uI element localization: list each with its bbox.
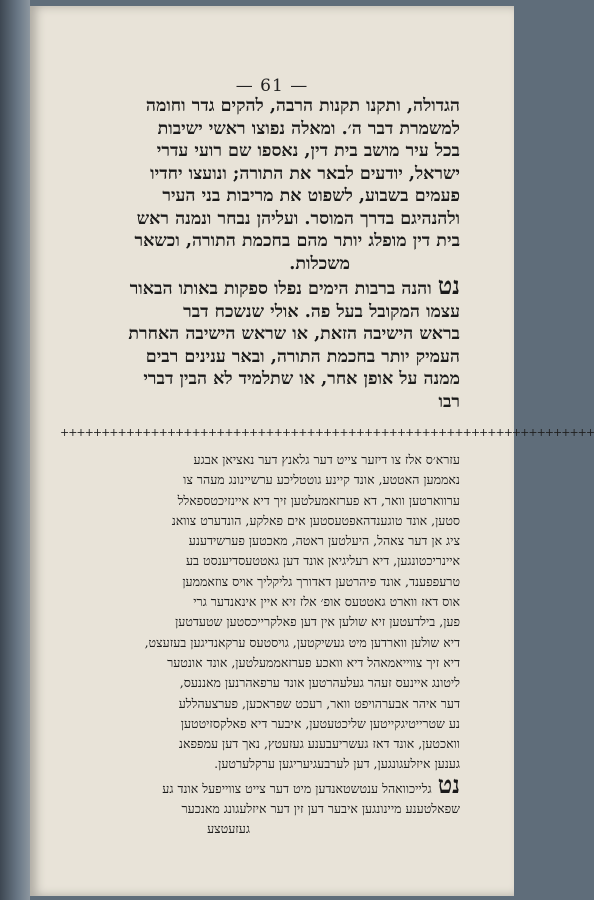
text-line: שפאלטענע מיינונגען איבער דען זין דער איזלעגונג מאנכער	[181, 801, 460, 817]
text-line: בית דין מופלג יותר מהם בחכמת התורה, וכשאר	[134, 231, 460, 251]
text-line: עצמו המקובל בעל פה. אולי שנשכח דבר	[183, 301, 460, 322]
paragraph-marker: נט	[437, 271, 460, 300]
text-line: טרעפפענד, אונד פיהרטען דאדורך גליקליך אויס צוזאממען	[182, 573, 460, 589]
text-line: למשמרת דבר ה׳. ומאלה נפוצו ראשי ישיבות	[157, 118, 460, 139]
text-line: ערווארטען וואר, דא פערזאמעלטען זיך דיא איינזיכטספאלל	[177, 492, 460, 508]
text-line: געזעטצע	[207, 821, 250, 837]
text-line: ציג אן דער צאהל, היעלטען ראטה, מאכטען פערשידענע	[188, 533, 460, 549]
paragraph-start	[60, 769, 460, 799]
text-line: נאממען האטטע, אונד קיינע גוטטליכע ערשיינונג מעהר צו	[183, 472, 460, 488]
text-line: נע שטרייטיגקייטען שליכטעטען, איבער דיא פאלקסזיטטען	[180, 715, 460, 731]
text-line: והנה ברבות הימים נפלו ספקות באותו הבאור	[129, 279, 432, 299]
text-line: משכלות.	[289, 253, 350, 274]
hebrew-text-block	[60, 95, 460, 413]
book-binding	[0, 0, 30, 900]
text-line: עזרא׳ס אלז צו דיזער צייט דער גלאנץ דער נאציאן אבגע	[193, 452, 460, 467]
text-line: רבו	[438, 391, 460, 412]
text-line: פען, בילדעטען זיא שולען אין דען פאלקרייכסטען שטעדטען	[175, 614, 460, 630]
text-line: אוס דאז ווארט גאטטעס אופ׳ אלז זיא איין אינאנדער גרי	[193, 594, 460, 610]
page-number: — 61 —	[235, 76, 309, 96]
text-line: העמיק יותר בחכמת התורה, ובאר ענינים רבים	[145, 346, 460, 367]
text-line: ליטונג איינעס זעהר געלעהרטען אונד ערפאהרנען מאננעס,	[179, 675, 460, 691]
yiddish-text-block	[60, 450, 460, 840]
text-line: איינריכטונגען, דיא רעליגיאן אונד דען גאטטעסדיענסט בע	[185, 553, 460, 569]
text-line: בראש הישיבה הזאת, או שראש הישיבה האחרת	[128, 324, 460, 344]
text-line: גלייכוואהל ענטשטאנדען מיט דער צייט צווייפעל אונד גע	[162, 780, 432, 796]
text-line: דיא שולען ווארדען מיט געשיקטען, גויסטעס ערקאנדיגען בעזעצט,	[144, 634, 460, 650]
paragraph-marker: נט	[437, 769, 460, 799]
paragraph-start	[60, 271, 460, 301]
text-line: הגדולה, ותקנו תקנות הרבה, להקים גדר וחומה	[145, 96, 460, 116]
ornamental-divider: +++++++++++++++++++++++++++++++++++++++++++++++++++++++++++++++++	[60, 426, 594, 439]
text-line: בכל עיר מושב בית דין, נאספו שם רועי עדרי	[156, 141, 460, 161]
text-line: ולהנהיגם בדרך המוסר. ועליהן נבחר ונמנה ראש	[136, 208, 460, 229]
text-line: דיא זיך צווייאמאהל דיא וואכע פערזאממעלטען, אונד אונטער	[167, 654, 460, 670]
text-line: וואכטען, אונד דאז געשריעבענע געזעטץ, נאך דען עמפפאנ	[178, 736, 460, 752]
text-line: סטען, אונד טוגענדהאפטעסטען אים פאלקע, הונדערט צוואנ	[171, 512, 460, 528]
text-line: ממנה על אופן אחר, או שתלמיד לא הבין דברי	[143, 369, 460, 389]
text-line: גענען איזלעגונגען, דען לערבעגיעריגען ערקלערטען.	[214, 756, 460, 772]
text-line: פעמים בשבוע, לשפוט את מריבות בני העיר	[162, 186, 460, 206]
text-line: ישראל, יודעים לבאר את התורה; ונועצו יחדיו	[150, 163, 460, 184]
text-line: דער איהר אבערהויפט וואר, רעכט שפראכען, פערצעהללע	[178, 695, 460, 711]
